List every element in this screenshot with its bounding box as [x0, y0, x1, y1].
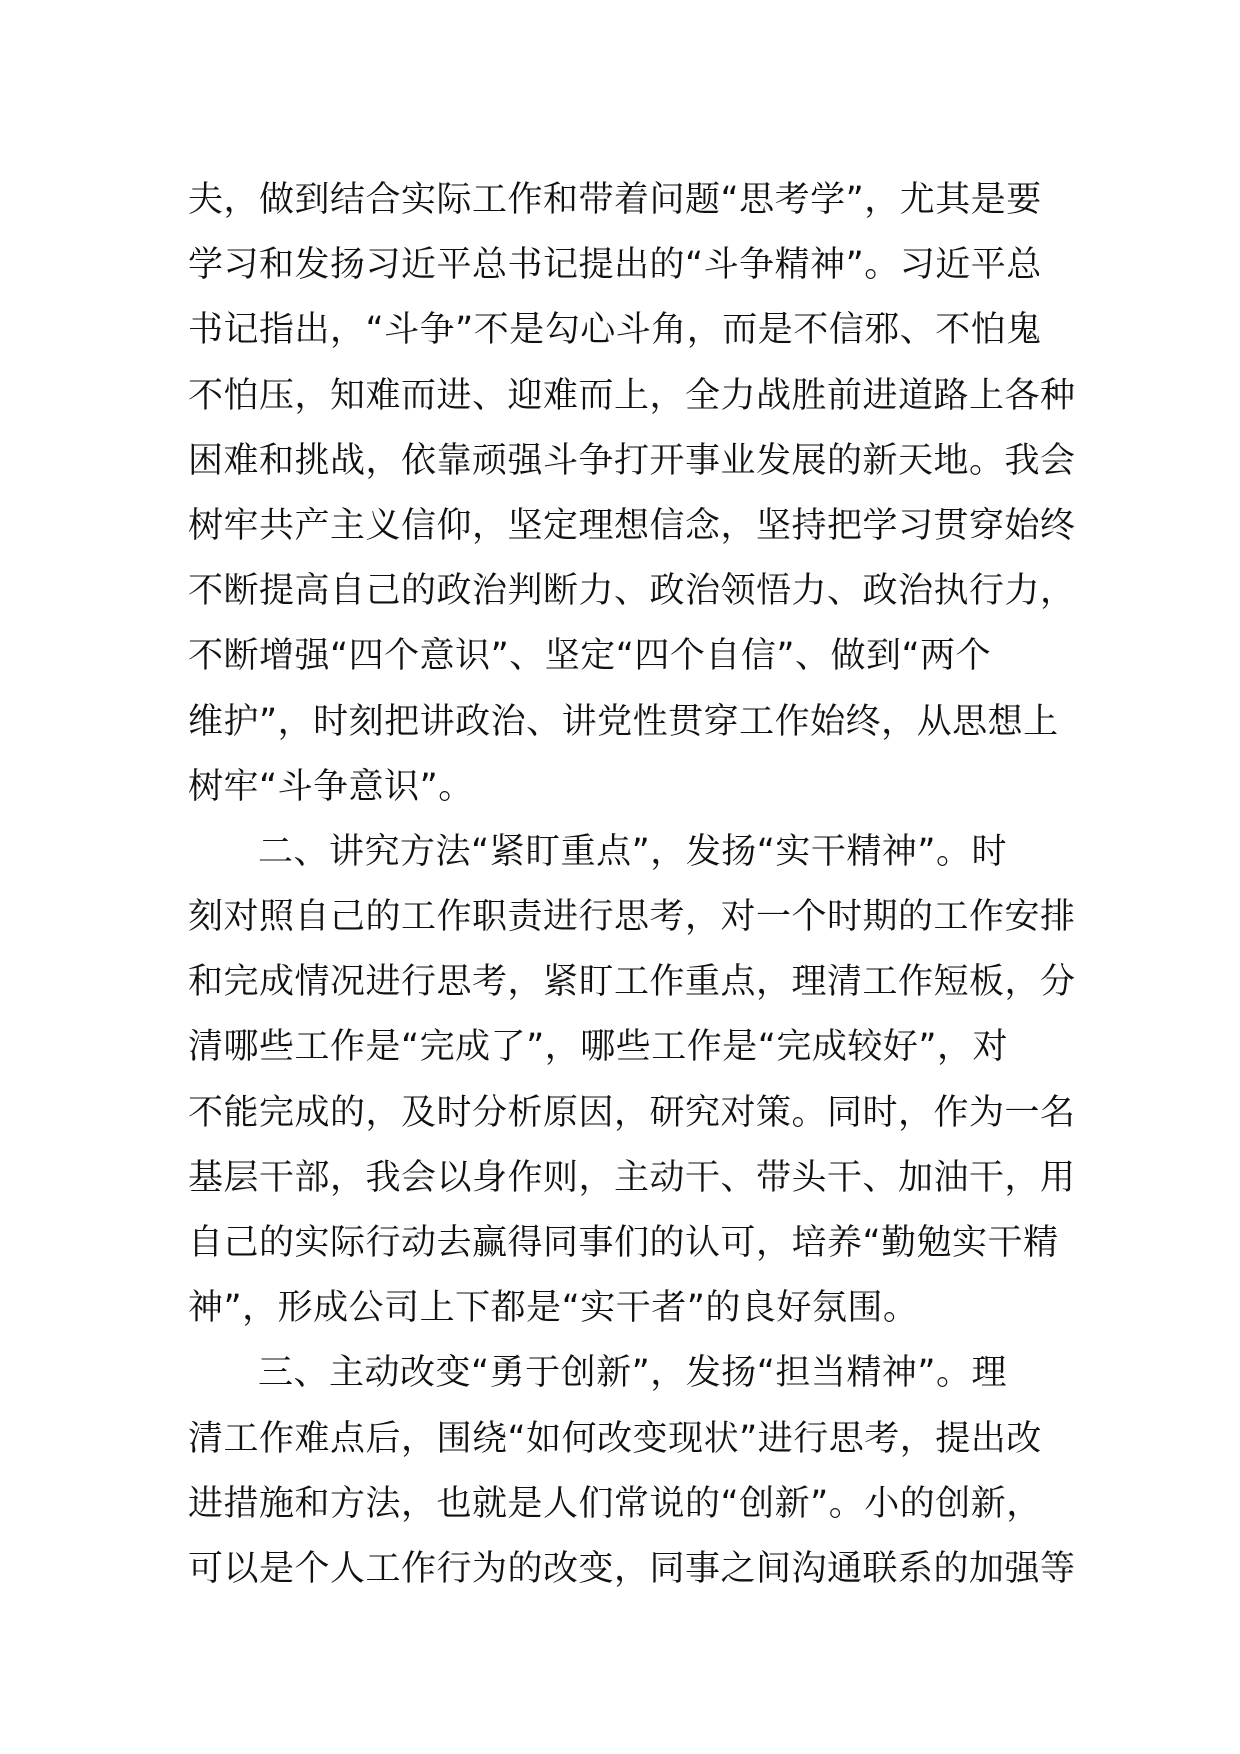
text-line: 夫，做到结合实际工作和带着问题“思考学”，尤其是要	[188, 180, 1042, 220]
section-heading-line: 三、主动改变“勇于创新”，发扬“担当精神”。理	[258, 1353, 1008, 1394]
text-line: 不断增强“四个意识”、坚定“四个自信”、做到“两个	[188, 636, 992, 677]
text-line: 可以是个人工作行为的改变，同事之间沟通联系的加强等	[188, 1548, 1076, 1589]
text-line: 刻对照自己的工作职责进行思考，对一个时期的工作安排	[188, 897, 1076, 938]
document-body	[188, 168, 1076, 1602]
text-line: 自己的实际行动去赢得同事们的认可，培养“勤勉实干精	[188, 1223, 1059, 1263]
text-line: 学习和发扬习近平总书记提出的“斗争精神”。习近平总	[188, 245, 1042, 286]
text-line: 书记指出，“斗争”不是勾心斗角，而是不信邪、不怕鬼	[188, 310, 1042, 351]
text-line: 不能完成的，及时分析原因，研究对策。同时，作为一名	[188, 1092, 1076, 1133]
text-line: 清哪些工作是“完成了”，哪些工作是“完成较好”，对	[188, 1027, 1009, 1068]
text-line: 清工作难点后，围绕“如何改变现状”进行思考，提出改	[188, 1418, 1042, 1459]
text-line: 不断提高自己的政治判断力、政治领悟力、政治执行力，	[188, 571, 1076, 612]
section-heading-line: 二、讲究方法“紧盯重点”，发扬“实干精神”。时	[258, 831, 1008, 872]
text-line: 树牢“斗争意识”。	[188, 766, 474, 807]
text-line: 维护”，时刻把讲政治、讲党性贯穿工作始终，从思想上	[188, 701, 1059, 742]
text-line: 困难和挑战，依靠顽强斗争打开事业发展的新天地。我会	[188, 440, 1076, 481]
text-line: 神”，形成公司上下都是“实干者”的良好氛围。	[188, 1288, 919, 1329]
text-line: 不怕压，知难而进、迎难而上，全力战胜前进道路上各种	[188, 375, 1076, 416]
text-line: 树牢共产主义信仰，坚定理想信念，坚持把学习贯穿始终	[188, 505, 1076, 546]
text-line: 基层干部，我会以身作则，主动干、带头干、加油干，用	[188, 1157, 1076, 1198]
text-line: 进措施和方法，也就是人们常说的“创新”。小的创新，	[188, 1483, 1042, 1524]
text-line: 和完成情况进行思考，紧盯工作重点，理清工作短板，分	[188, 962, 1076, 1003]
